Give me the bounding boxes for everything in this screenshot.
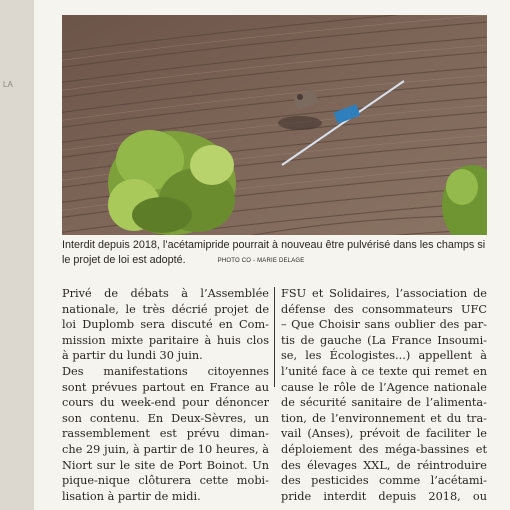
text-line: déploiement des méga-bassines et (281, 442, 487, 456)
text-line: Privé de débats à l’Assemblée (62, 287, 269, 300)
text-line: Niort sur le site de Port Boinot. Un (62, 458, 269, 472)
text-line: son contenu. En Deux-Sèvres, un (62, 411, 269, 425)
text-line: che 29 juin, à partir de 10 heures, à (62, 442, 269, 456)
tree-left (108, 130, 236, 235)
text-line: Des manifestations citoyennes (62, 364, 269, 378)
text-line: tion, de l’environnement et du tra- (281, 411, 487, 425)
column-rule (274, 287, 275, 387)
text-line: vail (Anses), prévoit de faciliter le (281, 427, 487, 441)
text-line: des pesticides comme l’acétami- (281, 474, 487, 488)
photo-credit: PHOTO CO - MARIE DELAGE (217, 258, 305, 264)
text-line: FSU et Solidaires, l’association de (281, 287, 487, 300)
text-line: à partir du lundi 30 juin. (62, 349, 203, 363)
article-column-right (281, 286, 487, 504)
text-line: rassemblement est prévu diman- (62, 427, 269, 441)
article-column-left (62, 286, 269, 504)
text-line: pique-nique clôturera cette mobi- (62, 474, 269, 488)
text-line: tis de gauche (La France Insoumi- (281, 333, 487, 347)
text-line: l’unité face à ce texte qui remet en (281, 364, 487, 378)
text-line: mission mixte paritaire à huis clos (62, 333, 269, 347)
text-line: lisation à partir de midi. (62, 489, 201, 503)
text-line: cause le rôle de l’Agence nationale (281, 380, 487, 394)
text-line: de sécurité sanitaire de l’alimenta- (281, 396, 487, 410)
photo-caption (62, 238, 492, 269)
margin-fragment: LA (3, 80, 13, 89)
newspaper-page (34, 0, 510, 510)
text-line: loi Duplomb sera discuté en Com- (62, 318, 269, 332)
text-line: des élevages XXL, de réintroduire (281, 458, 487, 472)
article-photo (62, 15, 487, 235)
text-line: se, les Écologistes...) appellent à (281, 349, 487, 363)
adjacent-page-margin (0, 0, 34, 510)
caption-text: Interdit depuis 2018, l’acétamipride pourrait à nouveau être pulvérisé dans les champs si le projet de loi est adopté. (62, 239, 486, 266)
text-line: cours du week-end pour dénoncer (62, 396, 269, 410)
text-line: sont prévues partout en France au (62, 380, 269, 394)
text-line: pride interdit depuis 2018, ou (281, 489, 487, 503)
text-line: nationale, le très décrié projet de (62, 302, 269, 316)
text-line: – Que Choisir sans oublier des par- (281, 318, 487, 332)
text-line: défense des consommateurs UFC (281, 302, 487, 316)
